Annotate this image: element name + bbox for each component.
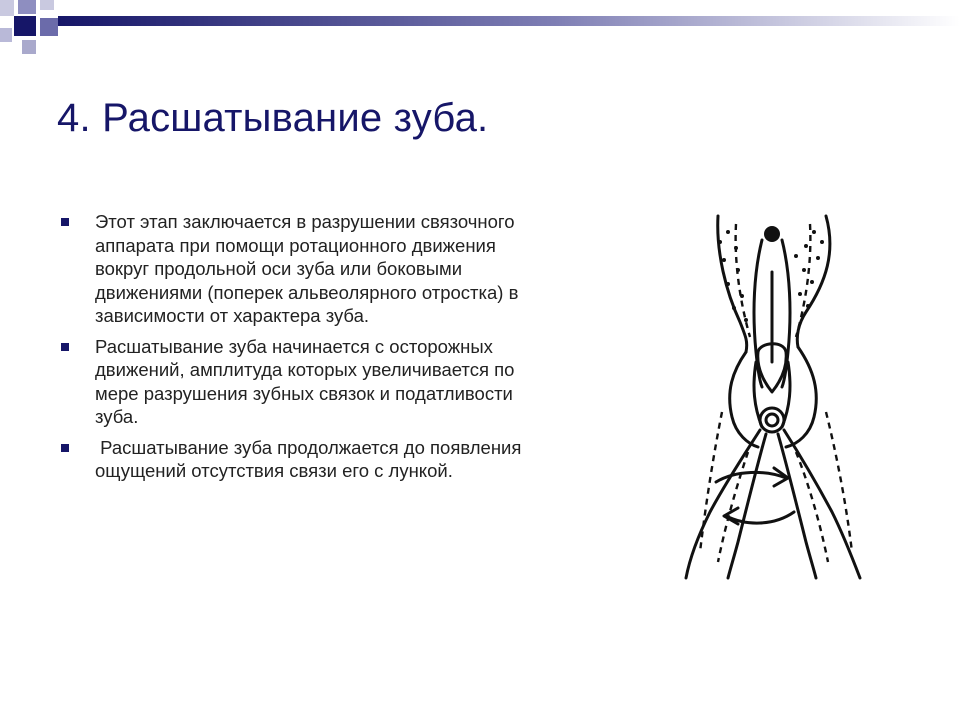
list-item: [60, 210, 540, 328]
bullet-list: [60, 210, 540, 490]
square-bullet-icon: [61, 218, 69, 226]
list-item: [60, 436, 540, 483]
header-decoration: [0, 0, 960, 60]
square-bullet-icon: [61, 343, 69, 351]
list-item: [60, 335, 540, 429]
slide-title: 4. Расшатывание зуба.: [57, 96, 489, 140]
tooth-forceps-rotation-icon: [676, 212, 870, 580]
square-bullet-icon: [61, 444, 69, 452]
bullet-text: Расшатывание зуба начинается с осторожных движений, амплитуда которых увеличивается по мере разрушения зубных связок и податливости зуба.: [95, 335, 515, 427]
bullet-text: Этот этап заключается в разрушении связочного аппарата при помощи ротационного движения вокруг продольной оси зуба или боковыми движениями (поперек альвеолярного отростка) в зависимости от характера зуба.: [95, 211, 519, 326]
bullet-text: Расшатывание зуба продолжается до появления ощущений отсутствия связи его с лункой.: [95, 436, 527, 481]
